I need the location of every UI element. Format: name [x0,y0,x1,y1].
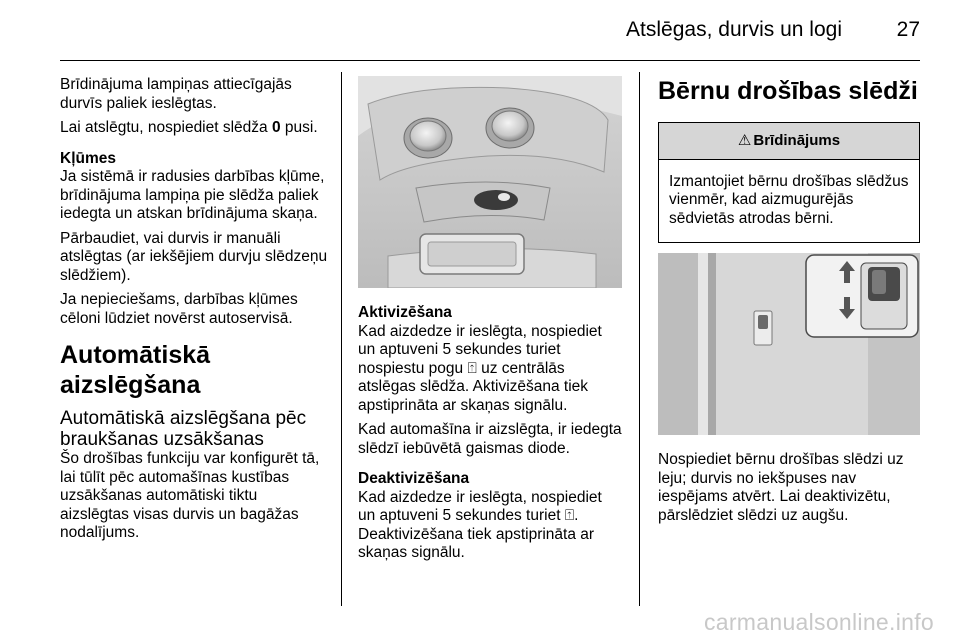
column-2 [358,76,622,569]
lock-button-icon: ⍐ [467,359,477,377]
paragraph-lamps: Brīdinājuma lampiņas attiecīgajās durvīs paliek ieslēgtas. [60,76,292,112]
unlock-switch-symbol: 0 [271,119,281,136]
activation-led-paragraph: Kad automašīna ir aizslēgta, ir iedegta slēdzī iebūvētā gaismas diode. [358,421,622,457]
lock-button-icon-2: ⍐ [564,507,575,524]
deactivation-text-start: Kad aizdedze ir ieslēgta, nospiediet un aptuveni 5 sekundes turiet [358,488,602,524]
activation-paragraph [358,304,622,415]
section-title-auto-lock: Automātiskā aizslēgšana [60,341,211,399]
deactivation-text-end: . Deaktivizēšana tiek apstiprināta ar skaņas signālu. [358,507,595,561]
header-divider [60,60,920,61]
activation-text-end: uz centrālās atslēgas slēdža. Aktivizēšana tiek apstiprināta ar skaņas signālu. [358,359,589,414]
column-3 [658,76,920,531]
warning-heading: Brīdinājums [753,132,841,149]
warning-box [658,122,920,243]
activation-text-start: Kad aizdedze ir ieslēgta, nospiediet un aptuveni 5 sekundes turiet nospiestu pogu [358,322,602,377]
column-divider-2 [639,72,640,606]
faults-heading: Kļūmes [60,149,116,167]
warning-triangle-icon: ⚠ [737,132,752,149]
subsection-title-auto-lock-driving: Automātiskā aizslēgšana pēc braukšanas uzsākšanas [60,408,307,450]
deactivation-paragraph [358,470,622,563]
paragraph-unlock [60,119,330,138]
footer-watermark: carmanualsonline.info [703,609,934,635]
header-title: Atslēgas, durvis un logi [626,18,842,41]
activation-heading: Aktivizēšana [358,304,452,321]
faults-service-paragraph: Ja nepieciešams, darbības kļūmes cēloni lūdziet novērst autoservisā. [60,291,298,327]
column-1 [60,76,330,549]
unlock-text-end: pusi. [280,119,318,136]
child-lock-switch-illustration [658,253,920,435]
section-title-child-locks: Bērnu drošības slēdži [658,77,918,105]
warning-header [659,123,919,160]
warning-text: Izmantojiet bērnu drošības slēdžus vienmēr, kad aizmugurējās sēdvietās atrodas bērni. [669,172,909,227]
unlock-text-start: Lai atslēgtu, nospiediet slēdža [60,119,272,136]
faults-check-paragraph: Pārbaudiet, vai durvis ir manuāli atslēgtas (ar iekšējiem durvju slēdzeņu slēdžiem). [60,229,328,284]
faults-paragraph [60,150,330,224]
auto-lock-description: Šo drošības funkciju var konfigurēt tā, lai tūlīt pēc automašīnas kustības uzsākšanas automātiski tiktu aizslēgtas visas durvis un bagāžas nodalījums. [60,450,320,541]
central-lock-switch-illustration [358,76,622,288]
deactivation-heading: Deaktivizēšana [358,470,470,487]
column-divider-1 [341,72,342,606]
faults-text: Ja sistēmā ir radusies darbības kļūme, brīdinājuma lampiņa pie slēdža paliek iedegta un atskan brīdinājuma skaņa. [60,168,325,222]
child-lock-instructions: Nospiediet bērnu drošības slēdzi uz leju; durvis no iekšpuses nav iespējams atvērt. Lai deaktivizētu, pārslēdziet slēdzi uz augšu. [658,451,904,524]
page-number: 27 [896,18,920,41]
